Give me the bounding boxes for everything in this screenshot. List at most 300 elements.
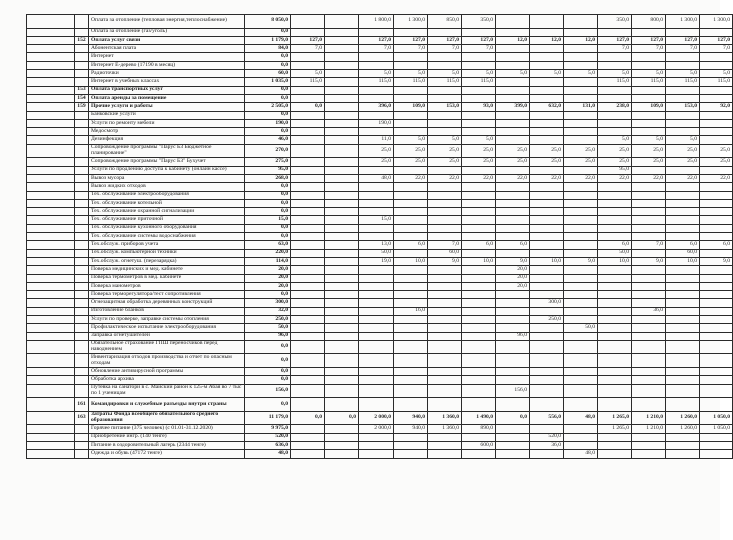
month-cell: 127,0 [359,36,394,44]
month-cell: 9,0 [428,257,462,265]
month-cell: 5,0 [564,70,598,78]
month-cell [564,307,598,315]
table-row [27,208,733,216]
month-cell [700,442,733,450]
month-cell: 0,0 [291,103,325,111]
month-cell [462,61,496,69]
month-cell [291,249,325,257]
month-cell [462,266,496,274]
month-cell: 0,0 [291,411,325,425]
month-cell [325,128,359,136]
month-cell: 12,0 [564,36,598,44]
blank-cell [27,368,75,376]
month-cell [700,384,733,398]
month-cell: 250,0 [530,315,564,323]
row-total: 220,0 [245,249,291,257]
month-cell: 10,0 [462,257,496,265]
month-cell: 399,0 [496,103,530,111]
month-cell: 520,0 [530,433,564,441]
table-row [27,53,733,61]
table-row [27,128,733,136]
month-cell [564,340,598,354]
month-cell [564,208,598,216]
row-code [75,61,89,69]
row-total: 63,0 [245,241,291,249]
row-name: Тех.обслуж. огнетуш. (перезарядка) [89,257,245,265]
blank-cell [27,425,75,433]
month-cell [462,119,496,127]
month-cell: 25,0 [564,144,598,158]
month-cell [564,249,598,257]
month-cell [496,299,530,307]
month-cell: 25,0 [666,158,700,166]
month-cell [666,199,700,207]
month-cell [462,332,496,340]
month-cell: 7,0 [700,45,733,53]
month-cell: 11,0 [359,136,394,144]
row-code [75,70,89,78]
row-code: 154 [75,94,89,102]
month-cell: 5,0 [428,70,462,78]
table-row [27,119,733,127]
month-cell [462,208,496,216]
month-cell [564,376,598,384]
row-total: 0,0 [245,191,291,199]
month-cell [394,398,428,412]
table-row [27,45,733,53]
month-cell: 153,0 [428,103,462,111]
row-code [75,291,89,299]
month-cell [394,94,428,102]
row-code [75,15,89,29]
month-cell [325,241,359,249]
month-cell [428,208,462,216]
month-cell [598,233,632,241]
month-cell [632,128,666,136]
table-row [27,78,733,86]
month-cell: 16,0 [394,307,428,315]
month-cell [632,28,666,36]
month-cell [598,111,632,119]
month-cell [666,274,700,282]
month-cell: 22,0 [394,174,428,182]
month-cell: 127,0 [700,36,733,44]
month-cell [530,384,564,398]
month-cell [530,216,564,224]
month-cell [632,199,666,207]
row-name: Интернет в учебных классах [89,78,245,86]
month-cell [462,340,496,354]
month-cell: 25,0 [462,144,496,158]
month-cell [496,94,530,102]
blank-cell [27,411,75,425]
blank-cell [27,119,75,127]
row-code [75,282,89,290]
row-total: 46,0 [245,136,291,144]
month-cell [291,216,325,224]
row-name: Услуги по продлению доступа к кабинету (онлайн кассе) [89,166,245,174]
month-cell [496,166,530,174]
table-row [27,368,733,376]
month-cell [632,266,666,274]
row-total: 636,0 [245,442,291,450]
month-cell [325,199,359,207]
month-cell [530,266,564,274]
month-cell [291,174,325,182]
month-cell: 7,0 [632,45,666,53]
month-cell [394,191,428,199]
row-name: Услуги по проверке, заправке системы отопления [89,315,245,323]
month-cell [700,433,733,441]
row-code [75,332,89,340]
row-code [75,199,89,207]
month-cell [632,274,666,282]
month-cell [291,368,325,376]
month-cell [428,354,462,368]
row-code [75,158,89,166]
month-cell [666,216,700,224]
month-cell [666,291,700,299]
month-cell [428,291,462,299]
month-cell [666,299,700,307]
row-code [75,216,89,224]
table-row [27,70,733,78]
month-cell [359,111,394,119]
month-cell [598,332,632,340]
month-cell [462,224,496,232]
month-cell [325,450,359,458]
month-cell [530,291,564,299]
month-cell [530,332,564,340]
month-cell [359,299,394,307]
table-row [27,158,733,166]
table-row [27,183,733,191]
month-cell: 5,0 [666,136,700,144]
month-cell [496,368,530,376]
month-cell [428,111,462,119]
table-row [27,15,733,29]
month-cell [564,354,598,368]
month-cell [598,61,632,69]
month-cell [359,208,394,216]
blank-cell [27,340,75,354]
month-cell [666,340,700,354]
month-cell [632,368,666,376]
month-cell [564,136,598,144]
month-cell: 1 265,0 [598,425,632,433]
month-cell [291,28,325,36]
month-cell [394,376,428,384]
month-cell [394,384,428,398]
month-cell [462,249,496,257]
month-cell [564,94,598,102]
month-cell [530,199,564,207]
row-name: Банковские услуги [89,111,245,119]
row-code [75,166,89,174]
month-cell [666,208,700,216]
row-total: 0,0 [245,128,291,136]
month-cell [325,191,359,199]
month-cell [325,111,359,119]
month-cell [428,282,462,290]
blank-cell [27,174,75,182]
month-cell [394,28,428,36]
table-row [27,384,733,398]
month-cell [462,183,496,191]
month-cell [598,94,632,102]
row-name: Медосмотр [89,128,245,136]
month-cell [666,376,700,384]
row-name: Прочие услуги и работы [89,103,245,111]
month-cell [394,354,428,368]
month-cell [700,274,733,282]
month-cell [598,53,632,61]
month-cell [530,354,564,368]
blank-cell [27,249,75,257]
month-cell [428,433,462,441]
month-cell [564,266,598,274]
month-cell [666,398,700,412]
row-code [75,307,89,315]
month-cell [462,307,496,315]
row-name: Интернет Е-дерево (17190 в месяц) [89,61,245,69]
month-cell: 22,0 [564,174,598,182]
table-row [27,191,733,199]
row-name: Тех. обслуживание охранной сигнализации [89,208,245,216]
month-cell: 5,0 [632,136,666,144]
month-cell [530,183,564,191]
month-cell [598,86,632,94]
month-cell [632,208,666,216]
month-cell [462,299,496,307]
month-cell [462,376,496,384]
month-cell: 1 300,0 [700,15,733,29]
month-cell [462,450,496,458]
month-cell [496,199,530,207]
row-total: 0,0 [245,183,291,191]
month-cell: 25,0 [394,144,428,158]
month-cell [530,53,564,61]
table-row [27,249,733,257]
row-code [75,433,89,441]
blank-cell [27,78,75,86]
month-cell [496,315,530,323]
month-cell [530,224,564,232]
month-cell: 1 300,0 [394,15,428,29]
row-name: Поверка терморегулятора/тест сопротивления [89,291,245,299]
month-cell [564,183,598,191]
month-cell [325,332,359,340]
month-cell [325,257,359,265]
blank-cell [27,384,75,398]
month-cell: 5,0 [496,70,530,78]
month-cell [700,450,733,458]
month-cell: 12,0 [496,36,530,44]
row-total: 300,0 [245,299,291,307]
month-cell [632,119,666,127]
month-cell: 22,0 [598,174,632,182]
month-cell [598,433,632,441]
month-cell: 850,0 [428,15,462,29]
row-code [75,183,89,191]
month-cell [598,199,632,207]
month-cell: 25,0 [428,158,462,166]
month-cell: 50,0 [359,249,394,257]
month-cell [666,307,700,315]
month-cell [325,433,359,441]
blank-cell [27,376,75,384]
month-cell [598,216,632,224]
month-cell: 6,0 [700,241,733,249]
month-cell [394,450,428,458]
month-cell [428,324,462,332]
row-name: Оплата транспортных услуг [89,86,245,94]
month-cell [428,166,462,174]
month-cell: 22,0 [496,174,530,182]
month-cell [530,166,564,174]
month-cell [325,15,359,29]
table-row [27,103,733,111]
row-total: 60,0 [245,70,291,78]
month-cell [564,299,598,307]
month-cell: 25,0 [564,158,598,166]
month-cell: 50,0 [598,249,632,257]
month-cell: 10,0 [598,257,632,265]
row-code [75,136,89,144]
month-cell [325,158,359,166]
row-total: 0,0 [245,376,291,384]
month-cell [700,249,733,257]
month-cell [666,61,700,69]
month-cell [700,183,733,191]
month-cell [291,166,325,174]
month-cell [632,442,666,450]
month-cell: 115,0 [700,78,733,86]
month-cell [325,78,359,86]
month-cell: 5,0 [394,136,428,144]
month-cell [394,183,428,191]
month-cell [394,315,428,323]
row-name: Услуги по ремонту мебели [89,119,245,127]
row-name: Изготовление бланков [89,307,245,315]
month-cell: 1 360,0 [428,425,462,433]
blank-cell [27,324,75,332]
budget-table [26,14,733,459]
month-cell [325,376,359,384]
month-cell [632,398,666,412]
month-cell: 632,0 [530,103,564,111]
month-cell [428,315,462,323]
month-cell [666,166,700,174]
row-total: 0,0 [245,398,291,412]
month-cell [666,111,700,119]
month-cell: 6,0 [394,241,428,249]
row-code [75,324,89,332]
row-total: 9 975,0 [245,425,291,433]
month-cell [325,166,359,174]
month-cell [428,398,462,412]
month-cell [291,94,325,102]
month-cell [325,384,359,398]
month-cell: 9,0 [632,257,666,265]
month-cell [428,376,462,384]
month-cell [394,249,428,257]
month-cell: 156,0 [496,384,530,398]
row-name: Горячее питание (375 человек) (с 01.01-31.12.2020) [89,425,245,433]
month-cell [359,433,394,441]
month-cell: 10,0 [530,257,564,265]
row-code [75,45,89,53]
table-row [27,199,733,207]
month-cell [428,307,462,315]
month-cell [598,368,632,376]
month-cell [564,224,598,232]
month-cell [291,332,325,340]
month-cell [564,45,598,53]
row-name: Вывоз мусора [89,174,245,182]
month-cell: 60,0 [428,249,462,257]
month-cell [359,266,394,274]
blank-cell [27,332,75,340]
month-cell [530,368,564,376]
month-cell [564,61,598,69]
month-cell [700,119,733,127]
month-cell [564,86,598,94]
table-row [27,241,733,249]
month-cell [394,324,428,332]
month-cell [700,324,733,332]
row-name: Заправка огнетушителей [89,332,245,340]
month-cell [564,233,598,241]
month-cell [700,354,733,368]
month-cell: 9,0 [496,257,530,265]
month-cell: 48,0 [564,450,598,458]
month-cell [530,61,564,69]
month-cell [325,315,359,323]
month-cell: 556,0 [530,411,564,425]
table-row [27,291,733,299]
month-cell [291,425,325,433]
month-cell: 890,0 [462,425,496,433]
month-cell [325,368,359,376]
month-cell [632,354,666,368]
month-cell [564,128,598,136]
row-total: 20,0 [245,266,291,274]
month-cell [632,166,666,174]
row-total: 0,0 [245,199,291,207]
month-cell [291,191,325,199]
month-cell: 350,0 [598,15,632,29]
month-cell [291,354,325,368]
blank-cell [27,28,75,36]
table-row [27,233,733,241]
row-name: Абонентская плата [89,45,245,53]
blank-cell [27,398,75,412]
month-cell [496,86,530,94]
month-cell [530,450,564,458]
row-name: Оплата услуг связи [89,36,245,44]
month-cell: 25,0 [359,144,394,158]
month-cell [700,233,733,241]
month-cell [530,376,564,384]
month-cell [632,376,666,384]
row-total: 250,0 [245,315,291,323]
table-row [27,433,733,441]
month-cell: 22,0 [700,174,733,182]
month-cell: 25,0 [598,158,632,166]
month-cell [428,28,462,36]
month-cell [325,136,359,144]
